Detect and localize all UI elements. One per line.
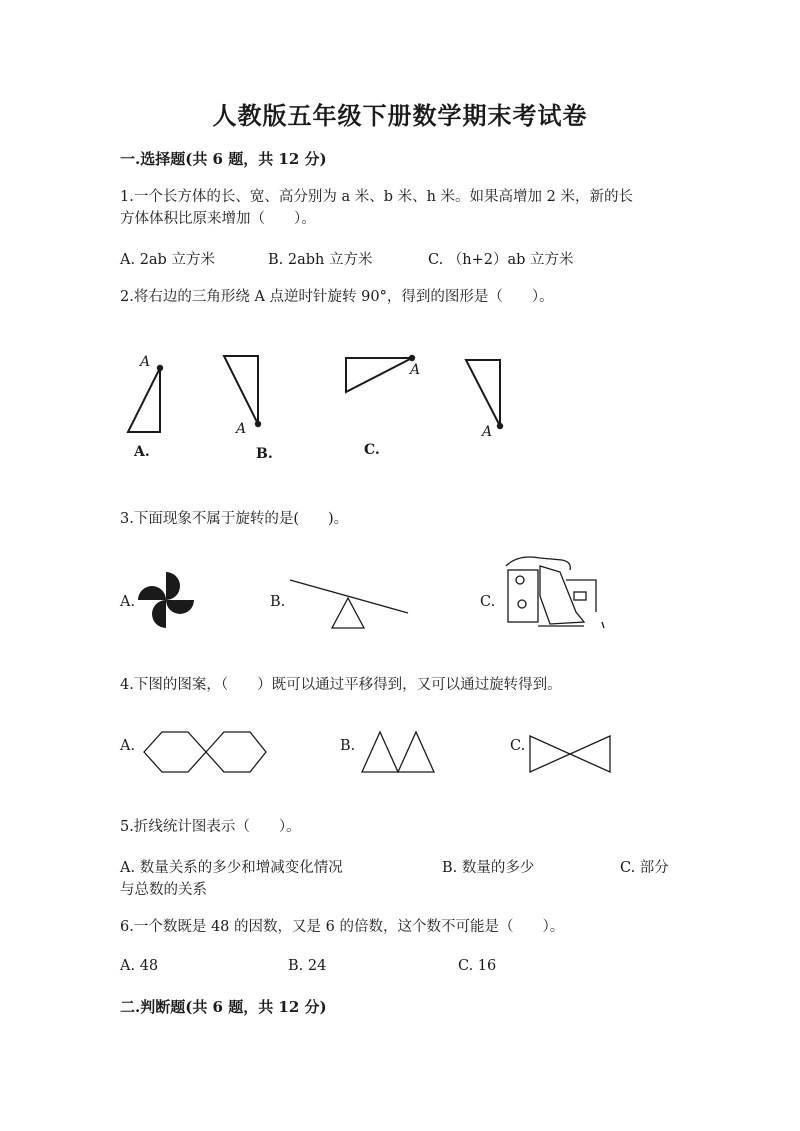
- question-5-option-b: B. 数量的多少: [442, 860, 535, 876]
- section-heading-choice: 一.选择题(共 6 题，共 12 分): [120, 150, 327, 168]
- bowtie-icon: [530, 736, 610, 772]
- section-heading-judgement: 二.判断题(共 6 题，共 12 分): [120, 998, 327, 1016]
- question-6-option-a: A. 48: [120, 958, 159, 974]
- question-5-option-a: A. 数量关系的多少和增减变化情况: [120, 860, 343, 876]
- question-4-option-b: B.: [340, 738, 356, 754]
- triangle-pair-icon: [362, 732, 434, 772]
- point-a-label-original: A: [140, 354, 151, 370]
- question-1-option-b: B. 2abh 立方米: [268, 252, 373, 268]
- point-a-label-b: A: [410, 362, 421, 378]
- question-2-text: 2.将右边的三角形绕 A 点逆时针旋转 90°，得到的图形是（ ）。: [120, 289, 554, 305]
- question-1-line-2: 方体体积比原来增加（ ）。: [120, 211, 316, 227]
- question-6-text: 6.一个数既是 48 的因数，又是 6 的倍数，这个数不可能是（ ）。: [120, 919, 565, 935]
- question-6-option-c: C. 16: [458, 958, 497, 974]
- question-3-option-b: B.: [270, 594, 286, 610]
- question-3-option-a: A.: [120, 594, 136, 610]
- question-3-option-c: C.: [480, 594, 496, 610]
- question-5-text: 5.折线统计图表示（ ）。: [120, 819, 301, 835]
- question-1-option-c: C. （h+2）ab 立方米: [428, 252, 574, 268]
- hexagon-pair-icon: [144, 732, 266, 772]
- question-1-line-1: 1.一个长方体的长、宽、高分别为 a 米、b 米、h 米。如果高增加 2 米，新的长: [120, 189, 633, 205]
- triangle-caption-b: B.: [256, 446, 273, 462]
- question-4-text: 4.下图的图案，（ ）既可以通过平移得到，又可以通过旋转得到。: [120, 677, 562, 693]
- question-5-option-c-wrap: 与总数的关系: [120, 882, 207, 898]
- triangle-caption-c: C.: [364, 442, 380, 458]
- question-4-option-c: C.: [510, 738, 526, 754]
- question-5-option-c: C. 部分: [620, 860, 669, 876]
- point-a-label-a: A: [236, 421, 247, 437]
- question-3-text: 3.下面现象不属于旋转的是( )。: [120, 511, 349, 527]
- question-6-option-b: B. 24: [288, 958, 327, 974]
- question-4-option-a: A.: [120, 738, 136, 754]
- point-a-label-c: A: [482, 424, 493, 440]
- triangle-caption-a: A.: [134, 444, 150, 460]
- question-1-option-a: A. 2ab 立方米: [120, 252, 215, 268]
- page-title: 人教版五年级下册数学期末考试卷: [212, 101, 588, 130]
